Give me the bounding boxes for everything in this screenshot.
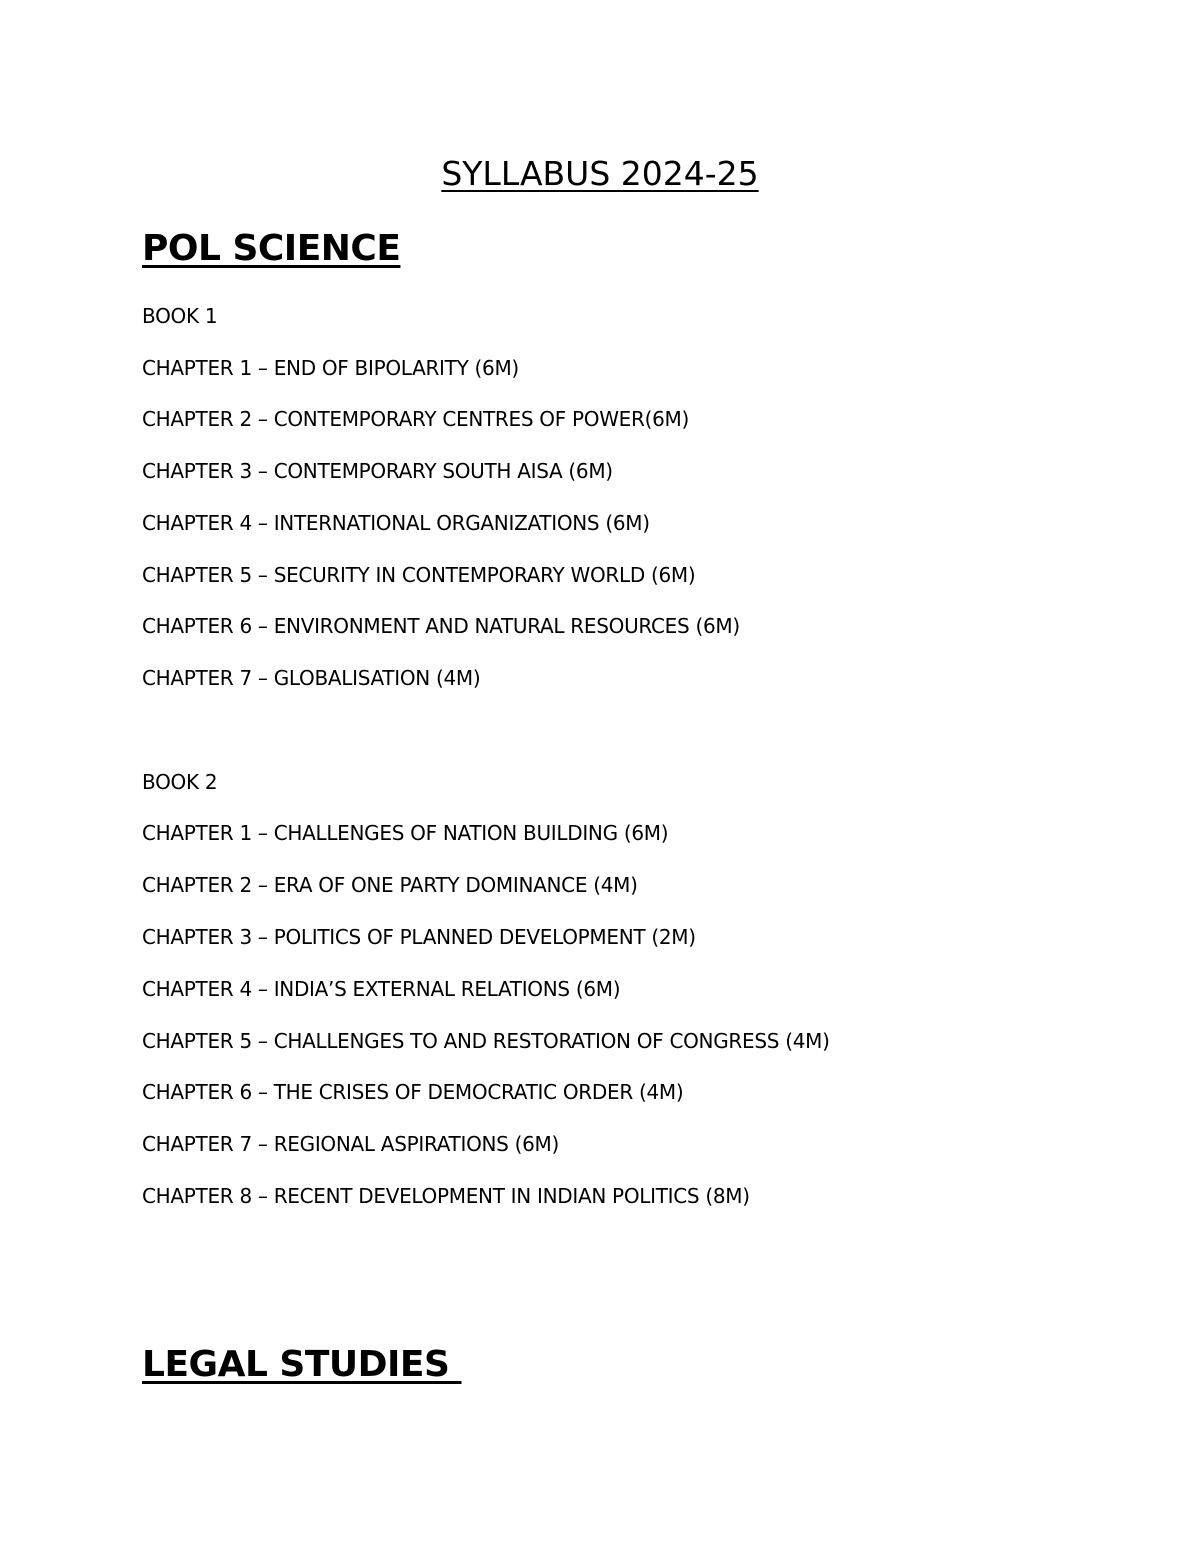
book-2-chapter-4: CHAPTER 4 – INDIA’S EXTERNAL RELATIONS (6M) (142, 977, 621, 1001)
book-1-chapter-3: CHAPTER 3 – CONTEMPORARY SOUTH AISA (6M) (142, 459, 613, 483)
section-heading-pol-science: POL SCIENCE (142, 228, 401, 269)
section-heading-legal-studies: LEGAL STUDIES (142, 1344, 462, 1385)
document-title: SYLLABUS 2024-25 (441, 154, 759, 193)
book-1-chapter-6: CHAPTER 6 – ENVIRONMENT AND NATURAL RESOURCES (6M) (142, 614, 740, 638)
book-2-chapter-7: CHAPTER 7 – REGIONAL ASPIRATIONS (6M) (142, 1132, 560, 1156)
book-1-chapter-2: CHAPTER 2 – CONTEMPORARY CENTRES OF POWER(6M) (142, 407, 689, 431)
book-2-chapter-1: CHAPTER 1 – CHALLENGES OF NATION BUILDING (6M) (142, 821, 669, 845)
book-1-chapter-1: CHAPTER 1 – END OF BIPOLARITY (6M) (142, 356, 519, 380)
book-1-label: BOOK 1 (142, 304, 218, 328)
book-2-chapter-8: CHAPTER 8 – RECENT DEVELOPMENT IN INDIAN POLITICS (8M) (142, 1184, 750, 1208)
book-1-chapter-7: CHAPTER 7 – GLOBALISATION (4M) (142, 666, 481, 690)
book-2-chapter-6: CHAPTER 6 – THE CRISES OF DEMOCRATIC ORDER (4M) (142, 1080, 684, 1104)
book-2-chapter-3: CHAPTER 3 – POLITICS OF PLANNED DEVELOPMENT (2M) (142, 925, 696, 949)
book-2-label: BOOK 2 (142, 770, 218, 794)
book-1-chapter-5: CHAPTER 5 – SECURITY IN CONTEMPORARY WORLD (6M) (142, 563, 696, 587)
book-2-chapter-2: CHAPTER 2 – ERA OF ONE PARTY DOMINANCE (4M) (142, 873, 638, 897)
book-1-chapter-4: CHAPTER 4 – INTERNATIONAL ORGANIZATIONS (6M) (142, 511, 650, 535)
book-2-chapter-5: CHAPTER 5 – CHALLENGES TO AND RESTORATION OF CONGRESS (4M) (142, 1029, 830, 1053)
